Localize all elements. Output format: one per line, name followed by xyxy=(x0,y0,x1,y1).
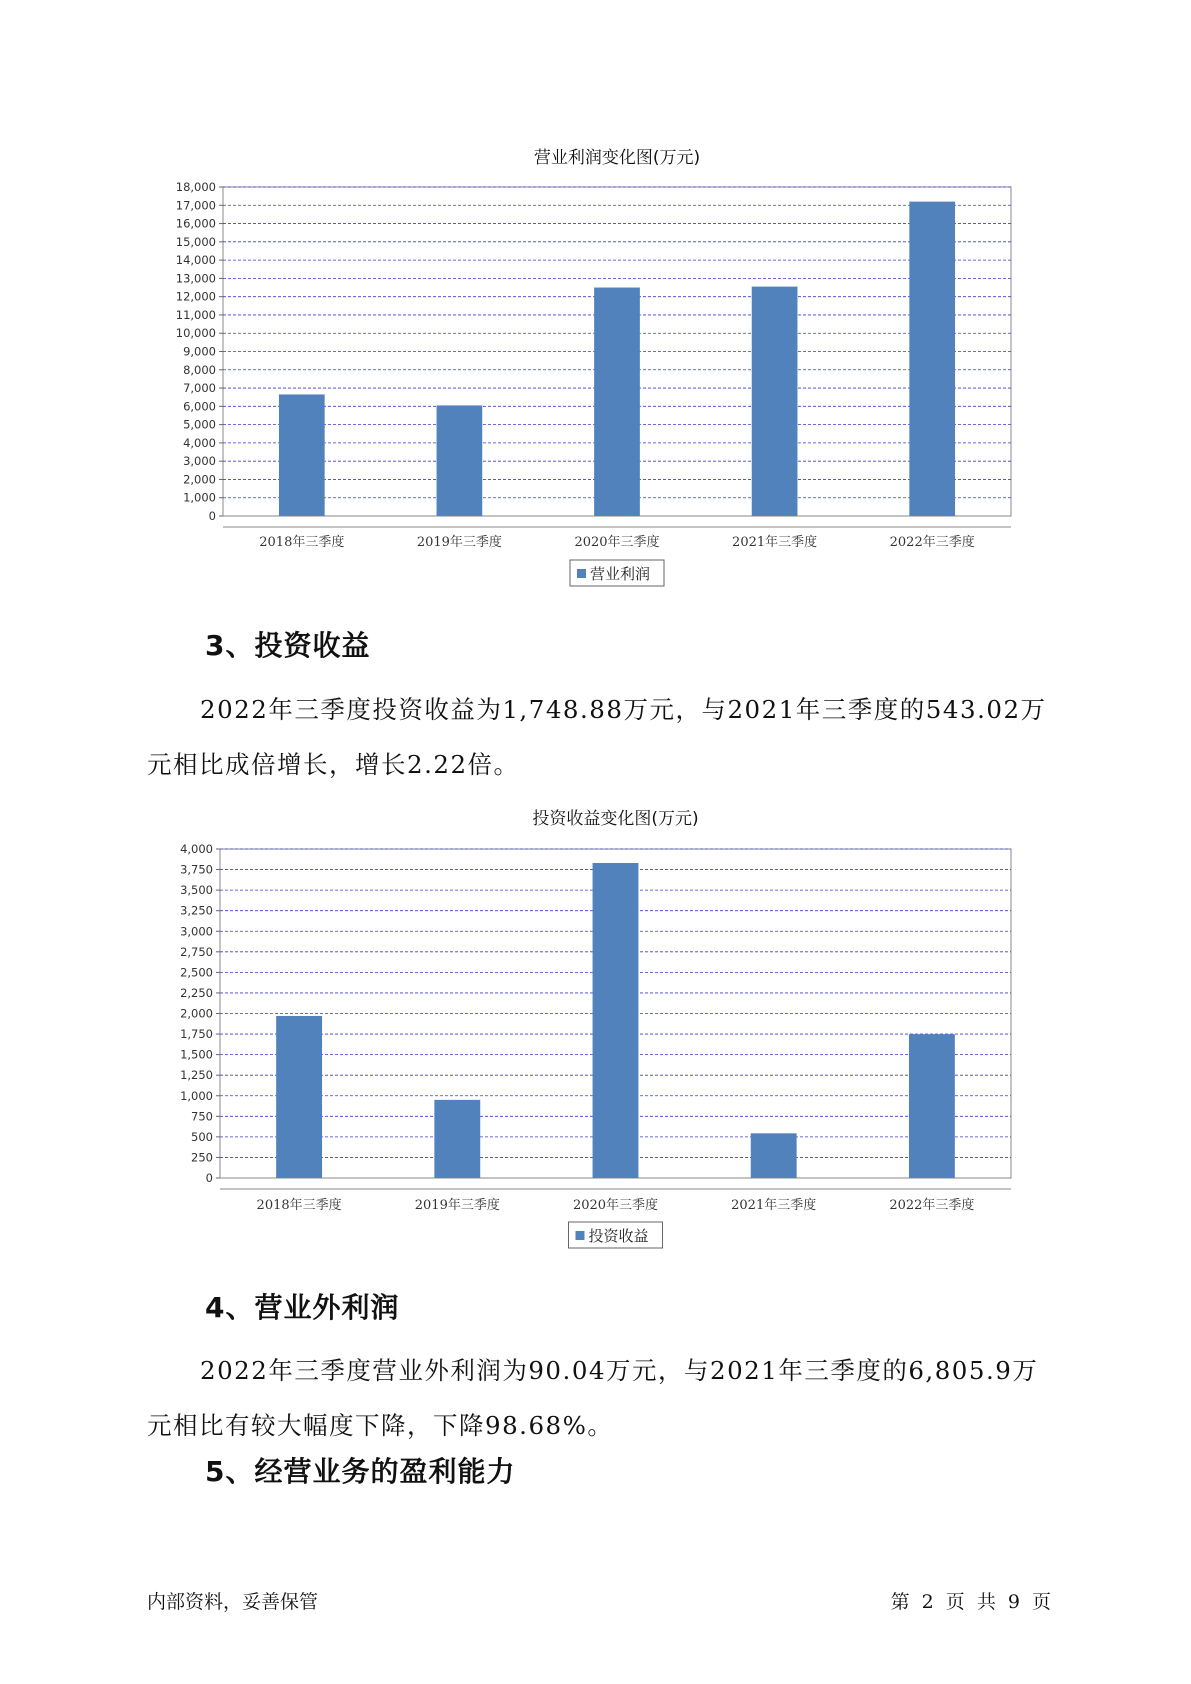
x-tick-label: 2020年三季度 xyxy=(574,535,660,550)
y-tick-label: 0 xyxy=(208,509,216,523)
legend-label: 营业利润 xyxy=(590,565,651,583)
investment-income-paragraph: 2022年三季度投资收益为1,748.88万元，与2021年三季度的543.02万元相比成倍增长，增长2.22倍。 xyxy=(147,695,1047,779)
section-heading-investment-income: 3、投资收益 xyxy=(205,629,371,662)
y-tick-label: 1,000 xyxy=(180,1088,213,1103)
y-tick-label: 3,750 xyxy=(180,862,213,877)
legend-label: 投资收益 xyxy=(588,1227,649,1245)
x-tick-label: 2019年三季度 xyxy=(414,1198,500,1213)
y-tick-label: 2,000 xyxy=(183,472,216,487)
y-tick-label: 2,000 xyxy=(180,1006,213,1021)
x-tick-label: 2021年三季度 xyxy=(731,1198,817,1213)
section-heading-non-operating-profit: 4、营业外利润 xyxy=(205,1291,400,1324)
x-tick-label: 2022年三季度 xyxy=(889,535,975,550)
y-tick-label: 3,500 xyxy=(180,883,213,898)
y-tick-label: 15,000 xyxy=(175,234,216,249)
x-tick-label: 2018年三季度 xyxy=(259,535,345,550)
y-tick-label: 3,250 xyxy=(180,903,213,918)
y-tick-label: 5,000 xyxy=(183,417,216,432)
y-tick-label: 1,750 xyxy=(180,1027,213,1042)
x-tick-label: 2020年三季度 xyxy=(572,1198,659,1213)
bar xyxy=(751,1133,797,1178)
bar xyxy=(593,863,639,1178)
y-tick-label: 17,000 xyxy=(175,198,216,213)
y-tick-label: 6,000 xyxy=(183,399,216,414)
y-tick-label: 11,000 xyxy=(175,307,216,322)
y-tick-label: 8,000 xyxy=(183,362,216,377)
y-tick-label: 12,000 xyxy=(175,289,216,304)
y-tick-label: 18,000 xyxy=(175,180,216,194)
y-tick-label: 3,000 xyxy=(180,924,213,939)
y-tick-label: 500 xyxy=(191,1129,213,1144)
chart-title: 投资收益变化图(万元) xyxy=(532,809,699,829)
y-tick-label: 250 xyxy=(191,1150,213,1165)
bar xyxy=(909,1034,955,1178)
y-tick-label: 1,000 xyxy=(183,490,216,505)
y-tick-label: 10,000 xyxy=(175,326,216,341)
section-heading-business-profitability: 5、经营业务的盈利能力 xyxy=(205,1455,516,1488)
y-tick-label: 1,500 xyxy=(180,1047,213,1062)
footer-page-number: 第 2 页 共 9 页 xyxy=(890,1591,1051,1613)
chart-title: 营业利润变化图(万元) xyxy=(533,148,701,168)
y-tick-label: 2,750 xyxy=(180,944,213,959)
y-tick-label: 14,000 xyxy=(175,253,216,268)
y-tick-label: 0 xyxy=(205,1171,213,1185)
x-tick-label: 2018年三季度 xyxy=(256,1198,342,1213)
y-tick-label: 750 xyxy=(191,1109,213,1124)
x-tick-label: 2021年三季度 xyxy=(732,535,818,550)
y-tick-label: 3,000 xyxy=(183,454,216,469)
footer-confidential-note: 内部资料，妥善保管 xyxy=(147,1591,319,1613)
y-tick-label: 16,000 xyxy=(175,216,216,231)
y-tick-label: 13,000 xyxy=(175,271,216,286)
y-tick-label: 2,500 xyxy=(180,965,213,980)
y-tick-label: 4,000 xyxy=(180,842,213,856)
non-operating-profit-paragraph: 2022年三季度营业外利润为90.04万元，与2021年三季度的6,805.9万元相比有较大幅度下降，下降98.68%。 xyxy=(147,1356,1039,1440)
y-tick-label: 7,000 xyxy=(183,381,216,396)
y-tick-label: 4,000 xyxy=(183,435,216,450)
y-tick-label: 9,000 xyxy=(183,344,216,359)
x-tick-label: 2019年三季度 xyxy=(416,535,502,550)
bar xyxy=(276,1016,322,1178)
x-tick-label: 2022年三季度 xyxy=(889,1198,975,1213)
bar xyxy=(434,1100,480,1178)
y-tick-label: 2,250 xyxy=(180,985,213,1000)
y-tick-label: 1,250 xyxy=(180,1068,213,1083)
legend-swatch xyxy=(576,1231,585,1240)
